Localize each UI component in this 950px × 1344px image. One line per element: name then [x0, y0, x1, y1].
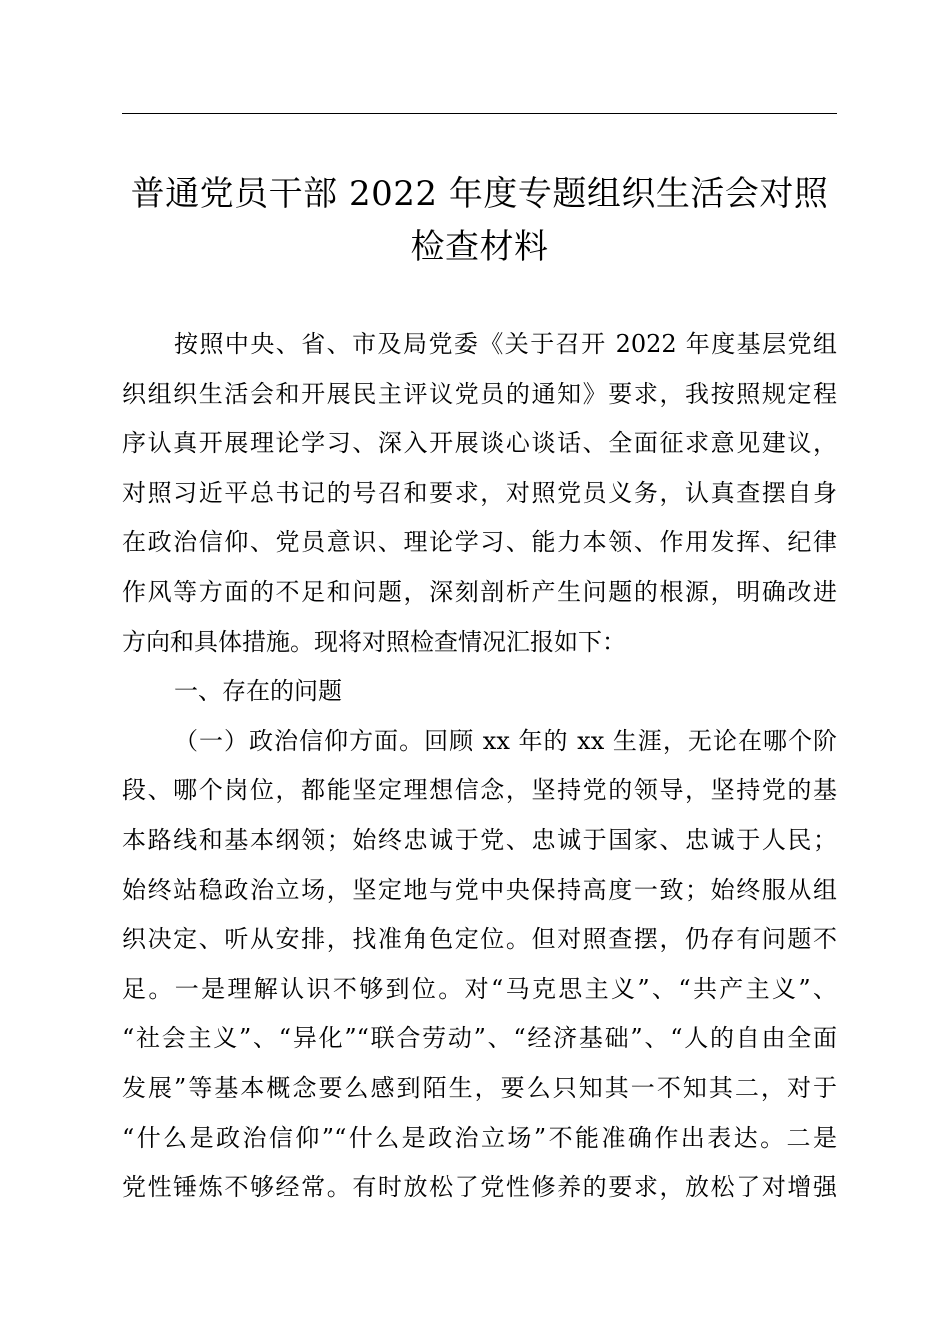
- text-line: 始终站稳政治立场，坚定地与党中央保持高度一致；始终服从组: [122, 875, 837, 904]
- header-rule: [122, 113, 837, 114]
- text-line: 按照中央、省、市及局党委《关于召开 2022 年度基层党组: [174, 330, 837, 358]
- document-title: [122, 168, 837, 274]
- text-line: 作风等方面的不足和问题，深刻剖析产生问题的根源，明确改进: [122, 577, 837, 606]
- text-line: （一）政治信仰方面。回顾 xx 年的 xx 生涯，无论在哪个阶: [174, 726, 837, 755]
- text-line: “什么是政治信仰”“什么是政治立场”不能准确作出表达。二是: [122, 1123, 837, 1152]
- text-line: 织组织生活会和开展民主评议党员的通知》要求，我按照规定程: [122, 379, 837, 408]
- text-line: 党性锤炼不够经常。有时放松了党性修养的要求，放松了对增强: [122, 1173, 837, 1202]
- text-line: 方向和具体措施。现将对照检查情况汇报如下：: [122, 627, 626, 656]
- text-line: 发展”等基本概念要么感到陌生，要么只知其一不知其二，对于: [122, 1073, 837, 1102]
- section-heading-text: 一、存在的问题: [174, 677, 342, 706]
- text-line: 本路线和基本纲领；始终忠诚于党、忠诚于国家、忠诚于人民；: [122, 825, 837, 854]
- text-line: “社会主义”、“异化”“联合劳动”、“经济基础”、“人的自由全面: [122, 1024, 837, 1053]
- title-line-1: 普通党员干部 2022 年度专题组织生活会对照: [130, 174, 829, 214]
- text-line: 对照习近平总书记的号召和要求，对照党员义务，认真查摆自身: [122, 478, 837, 507]
- paragraph-intro: [122, 320, 837, 667]
- title-line-2: 检查材料: [410, 227, 549, 267]
- text-line: 在政治信仰、党员意识、理论学习、能力本领、作用发挥、纪律: [122, 528, 837, 557]
- section-heading: [122, 667, 837, 717]
- paragraph-political-belief: [122, 717, 837, 1213]
- text-line: 序认真开展理论学习、深入开展谈心谈话、全面征求意见建议，: [122, 429, 837, 458]
- document-body: [122, 320, 837, 1213]
- text-line: 织决定、听从安排，找准角色定位。但对照查摆，仍存有问题不: [122, 925, 837, 954]
- text-line: 段、哪个岗位，都能坚定理想信念，坚持党的领导，坚持党的基: [122, 776, 837, 805]
- text-line: 足。一是理解认识不够到位。对“马克思主义”、“共产主义”、: [122, 974, 837, 1003]
